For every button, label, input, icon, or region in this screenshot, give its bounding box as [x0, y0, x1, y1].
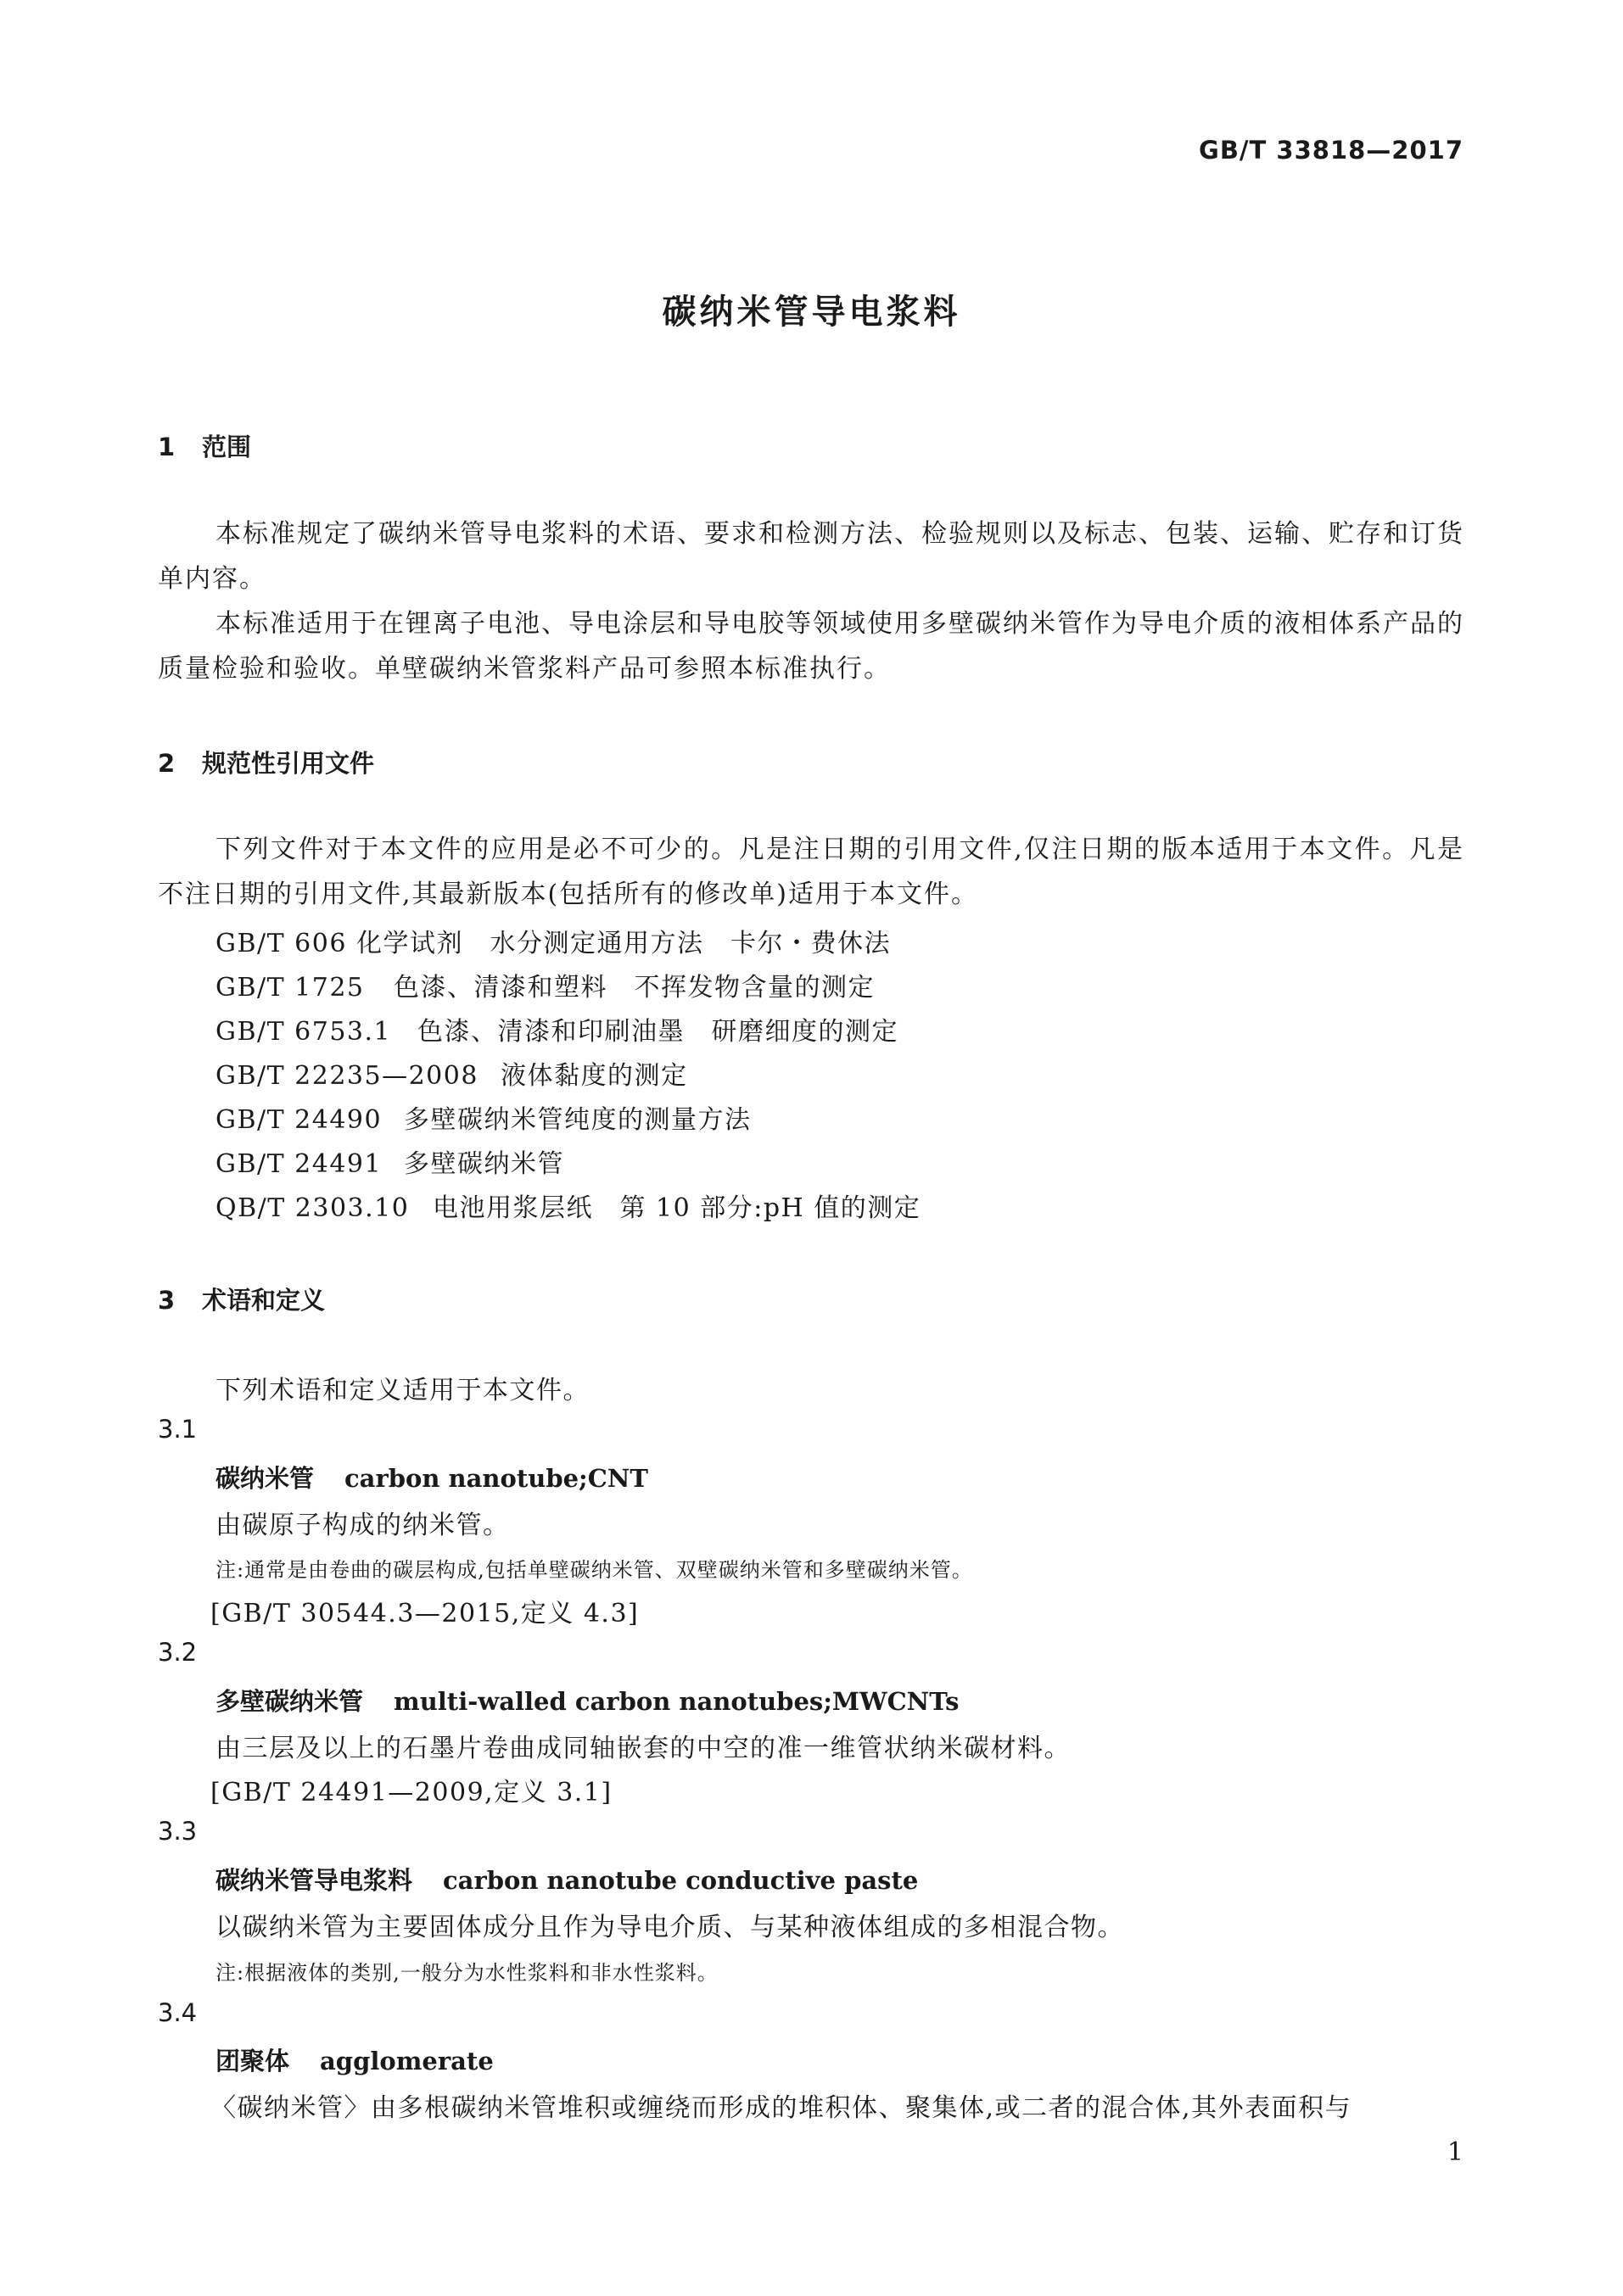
term-chinese: 碳纳米管导电浆料: [215, 1866, 413, 1895]
section-1-paragraph-1: 本标准规定了碳纳米管导电浆料的术语、要求和检测方法、检验规则以及标志、包装、运输、贮存和订货单内容。: [158, 519, 1464, 594]
reference-code: GB/T 24490: [215, 1105, 383, 1135]
term-definition: 由碳原子构成的纳米管。: [215, 1511, 510, 1540]
reference-title: 色漆、清漆和印刷油墨 研磨细度的测定: [417, 1017, 898, 1047]
reference-title: 色漆、清漆和塑料 不挥发物含量的测定: [394, 973, 875, 1003]
reference-code: GB/T 1725: [215, 973, 365, 1003]
reference-item: [215, 966, 875, 1003]
reference-item: [215, 1010, 898, 1047]
term-number: 3.4: [158, 1998, 198, 2027]
reference-code: GB/T 22235—2008: [215, 1061, 479, 1091]
term-chinese: 团聚体: [215, 2047, 290, 2075]
term-title: [215, 1460, 648, 1494]
term-title: [215, 1683, 959, 1718]
section-1-paragraph-2: 本标准适用于在锂离子电池、导电涂层和导电胶等领域使用多壁碳纳米管作为导电介质的液相体系产品的质量检验和验收。单壁碳纳米管浆料产品可参照本标准执行。: [158, 609, 1464, 684]
term-number: 3.3: [158, 1817, 198, 1846]
term-number: 3.2: [158, 1638, 198, 1667]
section-2-intro: 下列文件对于本文件的应用是必不可少的。凡是注日期的引用文件,仅注日期的版本适用于本文件。凡是不注日期的引用文件,其最新版本(包括所有的修改单)适用于本文件。: [158, 835, 1464, 909]
document-title: 碳纳米管导电浆料: [662, 293, 961, 332]
reference-item: [215, 1054, 688, 1092]
reference-title: 多壁碳纳米管纯度的测量方法: [404, 1105, 752, 1135]
section-3-heading: [158, 1282, 325, 1316]
page-number: 1: [1447, 2137, 1463, 2167]
reference-item: [215, 922, 891, 959]
reference-code: GB/T 24491: [215, 1149, 383, 1179]
term-english: carbon nanotube;CNT: [344, 1464, 648, 1493]
section-title: 规范性引用文件: [202, 749, 375, 778]
section-2-heading: [158, 745, 374, 779]
term-definition: 由三层及以上的石墨片卷曲成同轴嵌套的中空的准一维管状纳米碳材料。: [215, 1734, 1071, 1763]
reference-code: GB/T 6753.1: [215, 1017, 392, 1047]
section-number: 3: [158, 1286, 176, 1315]
term-chinese: 碳纳米管: [215, 1464, 315, 1493]
standard-code: GB/T 33818—2017: [1199, 136, 1463, 165]
reference-item: [215, 1098, 752, 1136]
reference-code: QB/T 2303.10: [215, 1193, 410, 1223]
term-english: agglomerate: [320, 2047, 494, 2075]
reference-item: [215, 1187, 921, 1224]
term-title: [215, 1862, 918, 1897]
term-note: 注:根据液体的类别,一般分为水性浆料和非水性浆料。: [215, 1961, 719, 1985]
term-definition: 以碳纳米管为主要固体成分且作为导电介质、与某种液体组成的多相混合物。: [215, 1913, 1124, 1942]
section-number: 1: [158, 433, 176, 461]
term-title: [215, 2042, 494, 2077]
section-3-intro: 下列术语和定义适用于本文件。: [215, 1376, 590, 1405]
term-definition: 〈碳纳米管〉由多根碳纳米管堆积或缠绕而形成的堆积体、聚集体,或二者的混合体,其外表面积与: [210, 2093, 1352, 2123]
section-title: 范围: [202, 433, 252, 461]
term-number: 3.1: [158, 1415, 198, 1444]
term-english: multi-walled carbon nanotubes;MWCNTs: [394, 1687, 960, 1716]
section-1-heading: [158, 428, 251, 463]
term-source: [GB/T 24491—2009,定义 3.1]: [210, 1778, 613, 1807]
term-source: [GB/T 30544.3—2015,定义 4.3]: [210, 1599, 640, 1628]
reference-title: 多壁碳纳米管: [404, 1149, 564, 1179]
reference-code: GB/T 606: [215, 929, 347, 958]
reference-title: 电池用浆层纸 第 10 部分:pH 值的测定: [433, 1193, 921, 1223]
section-title: 术语和定义: [202, 1286, 326, 1315]
reference-title: 液体黏度的测定: [501, 1061, 688, 1091]
reference-item: [215, 1142, 564, 1180]
term-chinese: 多壁碳纳米管: [215, 1687, 364, 1716]
section-number: 2: [158, 749, 176, 778]
reference-title: 化学试剂 水分测定通用方法 卡尔・费休法: [356, 929, 891, 958]
term-english: carbon nanotube conductive paste: [443, 1866, 919, 1895]
term-note: 注:通常是由卷曲的碳层构成,包括单壁碳纳米管、双壁碳纳米管和多壁碳纳米管。: [215, 1558, 973, 1582]
